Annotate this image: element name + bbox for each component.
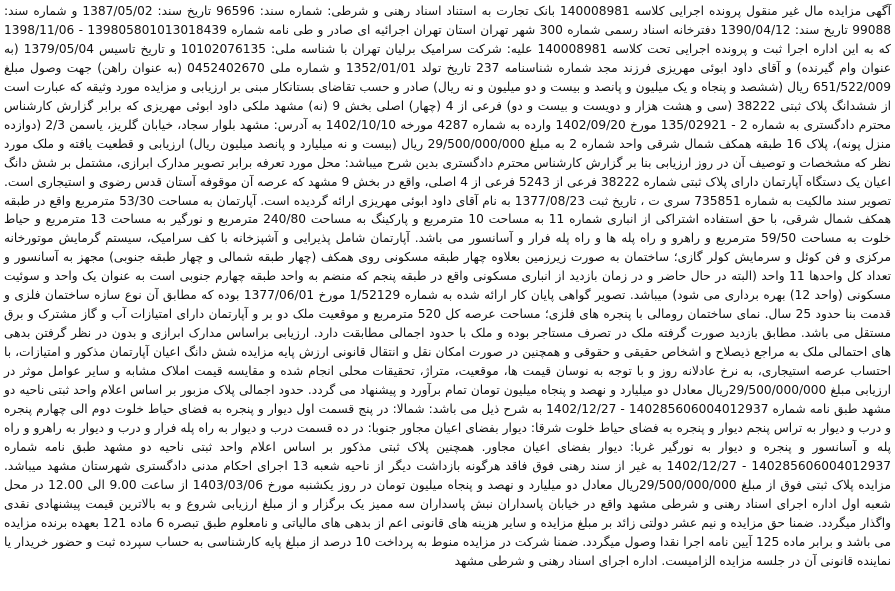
auction-notice-text: آگهی مزایده مال غیر منقول پرونده اجرایی کلاسه 140008981 بانک تجارت به استناد اسناد رهنی و شرطی: شماره سند: 96596 تاریخ سند: 1387/05/02 و شماره سند: 99088 تاریخ سند: 1390/04/12 دفترخانه اسناد رسمی شماره 300 شهر تهران استان تهران اجرائیه ای صادر و طی نامه شماره 139805801013018439 - 1398/11/06 که به این اداره اجرا ثبت و پرونده اجرایی تحت کلاسه 140008981 علیه: شرکت سرامیک برلیان تهران با شناسه ملی: 10102076135 و تاریخ تاسیس 1379/05/04 (به عنوان وام گیرنده) و آقای داود ابوئی مهریزی فرزند مجد شماره شناسنامه 237 تاریخ تولد 1352/01/01 و شماره ملی 0452402670 (به عنوان راهن) جهت وصول مبلغ 651/522/009 ریال (ششصد و پنجاه و یک میلیون و پانصد و بیست و دو میلیون و نه ریال) صادر و حسب تقاضای بستانکار مبنی بر ارزیابی و مزایده مورد وثیقه که عبارت است از ششدانگ پلاک ثبتی 38222 (سی و هشت هزار و دویست و بیست و دو) فرعی از 4 (چهار) اصلی بخش 9 (نه) مشهد ملکی داود ابوئی مهریزی که برابر گزارش کارشناس محترم دادگستری به شماره 2 - 135/02921 مورخ 1402/09/20 وارده به شماره 4287 مورخه 1402/10/10 به آدرس: مشهد بلوار سجاد، خیابان گلریز، یاسمن 2/3 (دوازده منزل پونه)، پلاک 16 طبقه همکف شمال شرقی واحد شماره 2 به مبلغ 29/500/000/000 ریال (بیست و نه میلیارد و پانصد میلیون ریال) ارزیابی و قطعیت یافته و ملک مورد نظر که مشخصات و توصیف آن در روز ارزیابی بنا بر گزارش کارشناس محترم دادگستری بدین شرح میباشد: محل مورد تعرفه برابر تصویر مدارک ابرازی، مشتمل بر شش دانگ اعیان یک دستگاه آپارتمان دارای پلاک ثبتی شماره 38222 فرعی از 5243 فرعی از 4 اصلی، واقع در بخش 9 مشهد که عرصه آن موقوفه آستان قدس رضوی و استیجاری است. تصویر سند مالکیت به شماره 735851 سری ت ، تاریخ ثبت 1377/08/23 به نام آقای داود ابوئی مهریزی ارائه گردیده است. آپارتمان به مساحت 53/30 مترمربع واقع در طبقه همکف شمال شرقی، با حق استفاده اشتراکی از انباری شماره 11 به مساحت 10 مترمربع و پارکینگ به مساحت 240/80 مترمربع و نورگیر به مساحت 13 مترمربع و حیاط خلوت به مساحت 59/50 مترمربع و راهرو و راه پله ها و راه پله فرار و آسانسور می باشد. آپارتمان شامل پذیرایی و آشپزخانه با کف سرامیک، سیستم گرمایش موتورخانه مرکزی و فن کوئل و سرمایش کولر گازی؛ ساختمان به صورت زیرزمین بعلاوه چهار طبقه مسکونی روی همکف (چهار طبقه شمالی و چهار طبقه جنوبی) مجهز به آسانسور و تعداد کل واحدها 11 واحد (البته در حال حاضر و در زمان بازدید از انباری مسکونی واقع در طبقه پنجم که منضم به واحد طبقه چهارم جنوبی است به عنوان یک واحد و سوئیت مسکونی (واحد 12) بهره برداری می شود) میباشد. تصویر گواهی پایان کار ارائه شده به شماره 1/52129 مورخ 1377/06/01 بوده که مطابق آن نوع سازه ساختمان فلزی و قدمت بنا حدود 25 سال. نمای ساختمان رومالی با پنجره های فلزی؛ مساحت عرصه کل 520 مترمربع و موقعیت ملک دو بر و آپارتمان دارای امتیازات آب و گاز مشترک و برق مستقل می باشد. مطابق بازدید صورت گرفته ملک در تصرف مستاجر بوده و ملک با حدود اجمالی مطابقت دارد. ارزیابی براساس مدارک ابرازی و بدون در نظر گرفتن بدهی های احتمالی ملک به مراجع ذیصلاح و اشخاص حقیقی و حقوقی و همچنین در صورت امکان نقل و انتقال قانونی ارزش پایه مزایده شش دانگ اعیان آپارتمان مذکور و امتیازات، با احتساب عرصه استیجاری، به نرخ عادلانه روز و با توجه به نوسان قیمت ها، موقعیت، متراژ، تحقیقات محلی انجام شده و مقایسه قیمت املاک مشابه و سایر عوامل موثر در ارزیابی مبلغ 29/500/000/000ریال معادل دو میلیارد و نهصد و پنجاه میلیون تومان تمام برآورد و پیشنهاد می گردد. حدود اجمالی پلاک مزبور بر اساس اعلام واحد ثبتی ناحیه دو مشهد طبق نامه شماره 140285606004012937 - 1402/12/27 به شرح ذیل می باشد: شمالا: در پنج قسمت اول دیوار و پنجره به فضای حیاط خلوت دوم الی چهارم پنجره و درب و دیوار به تراس پنجم دیوار و پنجره به فضای حیاط خلوت شرقا: دیوار بفضای اعیان مجاور جنوبا: در ده قسمت درب و دیوار به راه پله فرار و درب و دیوار به راهرو و راه پله و آسانسور و پنجره و دیوار به نورگیر غربا: دیوار بفضای اعیان مجاور. همچنین پلاک ثبتی مذکور بر اساس اعلام واحد ثبتی ناحیه دو مشهد طبق نامه شماره 140285606004012937 - 1402/12/27 به غیر از سند رهنی فوق فاقد هرگونه بازداشت دیگر از ناحیه شعبه 13 اجرای احکام مدنی دادگستری شهرستان مشهد میباشد. مزایده پلاک ثبتی فوق از مبلغ 29/500/000/000ریال معادل دو میلیارد و نهصد و پنجاه میلیون تومان در روز یکشنبه مورخ 1403/03/06 از ساعت 9.00 الی 12.00 در محل شعبه اول اداره اجرای اسناد رهنی و شرطی مشهد واقع در خیابان پاسداران نبش پاسداران سه ممیز یک برگزار و از مبلغ ارزیابی شروع و به بالاترین قیمت پیشنهادی نقدی واگذار میگردد. ضمنا حق مزایده و نیم عشر دولتی زائد بر مبلغ مزایده و سایر هزینه های قانونی اعم از بدهی های مالیاتی و نامعلوم طبق تبصره 6 ماده 121 بعهده برنده مزایده می باشد و برابر ماده 125 آیین نامه اجرا نقدا وصول میگردد. ضمنا شرکت در مزایده منوط به پرداخت 10 درصد از مبلغ پایه کارشناسی به حساب سپرده ثبت و حضور خریدار یا نماینده قانونی آن در جلسه مزایده الزامیست. اداره اجرای اسناد رهنی و شرطی مشهد: [4, 4, 892, 568]
